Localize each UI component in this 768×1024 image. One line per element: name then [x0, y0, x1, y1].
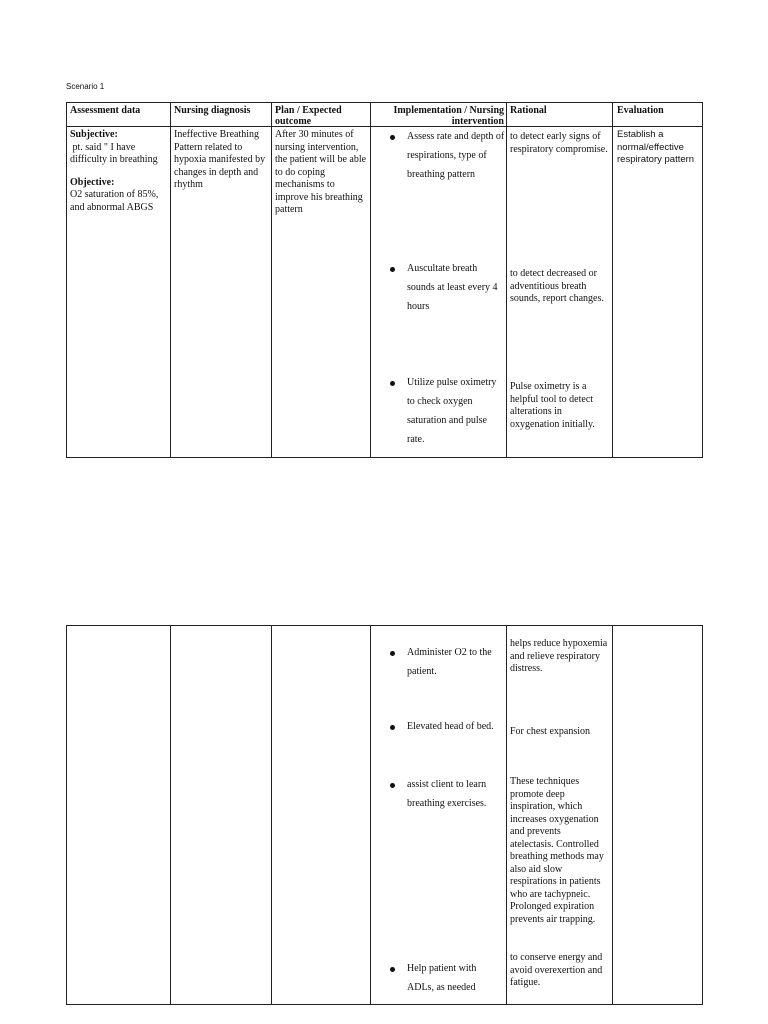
column-divider: [271, 626, 272, 1004]
care-plan-table-1: [66, 102, 703, 458]
objective-label: Objective:: [70, 176, 115, 188]
intervention-item: Auscultate breath sounds at least every 4 hours: [407, 263, 498, 312]
rationale-item: These techniques promote deep inspiration, which increases oxygenation and prevents atelectasis. Controlled breathing methods may also aid slow respirations in patients who are tachypneic. Prolonged expiration prevents air trapping.: [510, 776, 604, 925]
header-rational: Rational: [510, 105, 547, 116]
column-divider: [271, 103, 272, 457]
subjective-label: Subjective:: [70, 129, 118, 140]
intervention-item: Help patient with ADLs, as needed: [407, 963, 477, 993]
intervention-item: Utilize pulse oximetry to check oxygen saturation and pulse rate.: [407, 377, 497, 445]
column-divider: [506, 103, 507, 457]
bullet-icon: [390, 651, 395, 656]
header-implementation: Implementation / Nursing intervention: [393, 105, 504, 127]
rationale-item: helps reduce hypoxemia and relieve respiratory distress.: [510, 638, 608, 674]
column-divider: [506, 626, 507, 1004]
column-divider: [170, 103, 171, 457]
bullet-icon: [390, 783, 395, 788]
rationale-item: to conserve energy and avoid overexertion and fatigue.: [510, 952, 603, 988]
rationale-item: For chest expansion: [510, 726, 590, 737]
rationale-item: to detect early signs of respiratory compromise.: [510, 131, 608, 155]
scenario-label: Scenario 1: [66, 82, 105, 91]
bullet-icon: [390, 267, 395, 272]
subjective-text: pt. said " I have difficulty in breathing: [70, 141, 158, 165]
bullet-icon: [390, 135, 395, 140]
diagnosis-text: Ineffective Breathing Pattern related to hypoxia manifested by changes in depth and rhythm: [174, 129, 266, 190]
rationale-item: to detect decreased or adventitious breath sounds, report changes.: [510, 268, 604, 304]
column-divider: [370, 103, 371, 457]
evaluation-text: Establish a normal/effective respiratory pattern: [617, 129, 695, 165]
objective-text: O2 saturation of 85%, and abnormal ABGS: [70, 189, 159, 213]
column-divider: [612, 103, 613, 457]
intervention-item: Elevated head of bed.: [407, 721, 494, 732]
intervention-item: assist client to learn breathing exercises.: [407, 779, 487, 809]
bullet-icon: [390, 381, 395, 386]
intervention-item: Assess rate and depth of respirations, type of breathing pattern: [407, 131, 505, 180]
column-divider: [170, 626, 171, 1004]
bullet-icon: [390, 967, 395, 972]
header-diagnosis: Nursing diagnosis: [174, 105, 251, 116]
header-assessment: Assessment data: [70, 105, 141, 116]
rationale-item: Pulse oximetry is a helpful tool to detect alterations in oxygenation initially.: [510, 381, 595, 430]
column-divider: [370, 626, 371, 1004]
intervention-item: Administer O2 to the patient.: [407, 647, 492, 677]
assessment-cell: [70, 129, 168, 214]
bullet-icon: [390, 725, 395, 730]
plan-text: After 30 minutes of nursing intervention, the patient will be able to do coping mechanisms to improve his breathing pattern: [275, 129, 367, 215]
header-plan: Plan / Expected outcome: [275, 105, 342, 127]
column-divider: [612, 626, 613, 1004]
header-evaluation: Evaluation: [617, 105, 664, 116]
care-plan-table-2: [66, 625, 703, 1005]
